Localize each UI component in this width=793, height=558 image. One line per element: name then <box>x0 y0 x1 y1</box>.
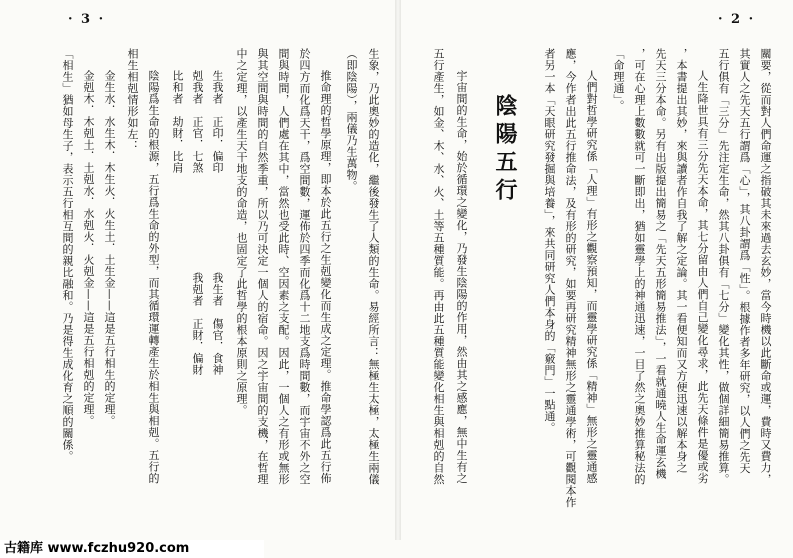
right-text-column: 其實人之先天五行謂爲「心」，其八卦謂爲「性」。根據作者多年研究，以人們之先天 <box>738 48 751 474</box>
left-text-column: 於四方而化爲天干，爲空間數，運佈於四季而化爲十二地支爲時間數，而宇宙不外之空 <box>298 48 311 485</box>
right-text-column: 關要，從而對人們命運之指破其未來過去玄妙，當今時機以此斷命或運，費時又費力， <box>759 48 772 485</box>
right-text-column: 宇宙間的生命，始於循環之變化，乃發生陰陽的作用，然由其之感應，無中生有之 <box>455 70 468 484</box>
relation-column: 比和者 劫財．比肩 <box>171 70 184 174</box>
left-page-number: · 3 · <box>68 12 106 27</box>
left-text-column: 推命理的哲學原理，即本於此五行之生剋變化而生成之定理。推命學認爲此五行佈 <box>319 70 332 484</box>
relation-column: 生我者 正印．偏印 <box>211 70 224 174</box>
right-text-column: 者另一本「天眼研究發掘與培養」，來共同研究人們本身的「竅門」一點通。 <box>543 48 556 434</box>
relation-column: 我剋者 正財．偏財 <box>191 272 204 376</box>
left-text-column: 相生相剋情形如左： <box>126 48 139 152</box>
right-text-column: ，本書提出其妙，來與讀者作自我了解之定論。其一看便知而又方便迅速以解本身之 <box>675 48 688 474</box>
generation-cycle-column: 金生水．水生木．木生火．火生土．土生金——這是五行相生的定理。 <box>103 70 116 427</box>
left-text-column: 生象，乃此奧妙的造化，繼後發生了人類的生命。易經所言：無極生太極，太極生兩儀 <box>367 48 380 485</box>
right-text-column: 五行產生，如金、木、水、火、土等五種質能。再由此五種質能變化相生與相剋的自然 <box>432 48 445 485</box>
right-text-column: 人們對哲學研究係「人理」有形之觀察預知，而靈學研究係「精神」無形之靈通感 <box>585 70 598 484</box>
left-text-column: （即陰陽），兩儀乃生萬物。 <box>345 48 358 192</box>
book-gutter <box>395 0 401 540</box>
left-text-column: 間與時間，人們處在其中，當然也受此時、空因素之支配。因此，一個人之有形或無形 <box>277 48 290 485</box>
right-text-column: 應，今作者出此五行推命法，及有形的研究，如要再研究精神無形之靈通學術，可觀閱本作 <box>564 48 577 508</box>
left-text-column: 「相生」猶如母生子，表示五行相互間的親比融和。乃是得生成化育之順的關係。 <box>61 48 74 462</box>
right-text-column: 先天三分本命。另有出版提出簡易之「先天五形簡易推法」，一看就通曉人生命運玄機 <box>654 48 667 480</box>
right-text-column: 「命理通」。 <box>612 48 625 112</box>
right-page-number: · 2 · <box>718 12 756 27</box>
right-text-column: 人生降世具有三分先天本命，其七分留由人們自己變化尋求，此先天條件是優或劣 <box>696 70 709 484</box>
left-text-column: 陰陽爲生命的根源，五行爲生命的外型，而其循環運轉產生於相生與相剋。五行的 <box>147 70 160 484</box>
right-text-column: 五行俱有「三分」先注定生命，然其八卦俱有「七分」變化其性，做個詳細簡易推算。 <box>717 48 730 485</box>
left-text-column: 與其空間與時間的自然季重，所以乃可決定一個人的宿命。因之宇宙間的支機，在哲理 <box>256 48 269 485</box>
relation-column: 剋我者 正官．七煞 <box>191 70 204 174</box>
right-text-column: ，可在心理上數數就可一斷即出，猶如靈學上的神通迅速，一目了然之奧妙推算秘法的 <box>633 48 646 485</box>
relation-column: 我生者 傷官．食神 <box>211 272 224 376</box>
section-heading: 陰陽五行 <box>492 94 518 206</box>
left-text-column: 中之定理，以產生天干地支的命造，也固定了此哲學的根本原則之原理。 <box>235 48 248 416</box>
restraint-cycle-column: 金剋木．木剋土．土剋水．水剋火．火剋金——這是五行相剋的定理。 <box>82 70 95 427</box>
watermark-footer: 古籍库 www.fczhu920.com <box>0 540 264 558</box>
